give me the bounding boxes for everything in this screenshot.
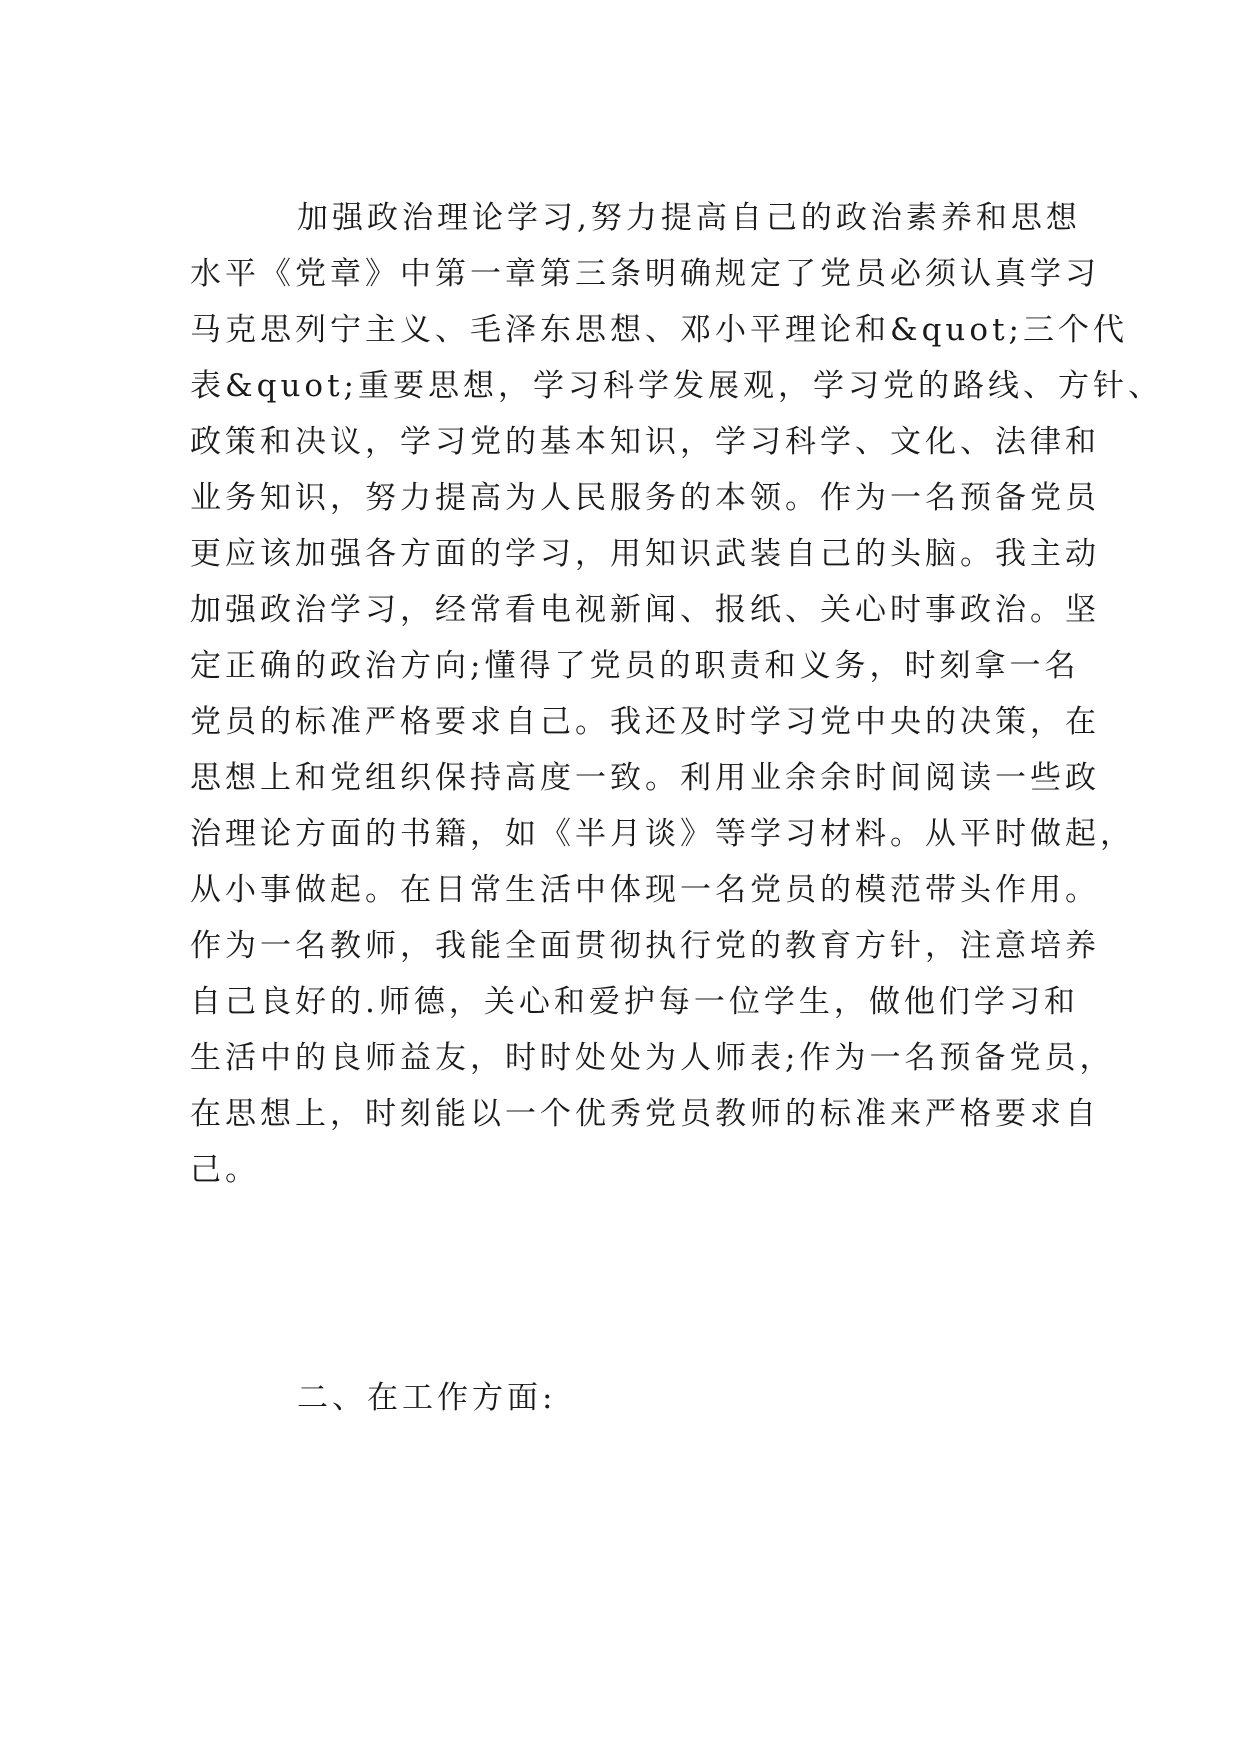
paragraph-line: 党员的标准严格要求自己。我还及时学习党中央的决策，在 bbox=[190, 704, 1100, 740]
paragraph-line: 从小事做起。在日常生活中体现一名党员的模范带头作用。 bbox=[190, 872, 1100, 908]
paragraph-line: 定正确的政治方向;懂得了党员的职责和义务，时刻拿一名 bbox=[190, 648, 1080, 684]
paragraph-line: 作为一名教师，我能全面贯彻执行党的教育方针，注意培养 bbox=[190, 928, 1100, 964]
paragraph-line: 表&quot;重要思想，学习科学发展观，学习党的路线、方针、 bbox=[190, 368, 1163, 404]
paragraph-line: 自己良好的.师德，关心和爱护每一位学生，做他们学习和 bbox=[190, 984, 1079, 1020]
body-paragraph bbox=[190, 190, 1163, 1198]
section-heading: 二、在工作方面: bbox=[297, 1380, 557, 1416]
paragraph-line: 加强政治学习，经常看电视新闻、报纸、关心时事政治。坚 bbox=[190, 592, 1100, 628]
paragraph-line: 水平《党章》中第一章第三条明确规定了党员必须认真学习 bbox=[190, 256, 1100, 292]
paragraph-line: 治理论方面的书籍，如《半月谈》等学习材料。从平时做起， bbox=[190, 816, 1135, 852]
paragraph-line: 加强政治理论学习,努力提高自己的政治素养和思想 bbox=[297, 200, 1081, 236]
paragraph-line: 在思想上，时刻能以一个优秀党员教师的标准来严格要求自 bbox=[190, 1096, 1100, 1132]
paragraph-line: 马克思列宁主义、毛泽东思想、邓小平理论和&quot;三个代 bbox=[190, 312, 1128, 348]
paragraph-line: 己。 bbox=[190, 1152, 260, 1188]
paragraph-line: 更应该加强各方面的学习，用知识武装自己的头脑。我主动 bbox=[190, 536, 1100, 572]
paragraph-line: 政策和决议，学习党的基本知识，学习科学、文化、法律和 bbox=[190, 424, 1100, 460]
paragraph-line: 业务知识，努力提高为人民服务的本领。作为一名预备党员 bbox=[190, 480, 1100, 516]
paragraph-line: 生活中的良师益友，时时处处为人师表;作为一名预备党员， bbox=[190, 1040, 1115, 1076]
paragraph-line: 思想上和党组织保持高度一致。利用业余余时间阅读一些政 bbox=[190, 760, 1100, 796]
